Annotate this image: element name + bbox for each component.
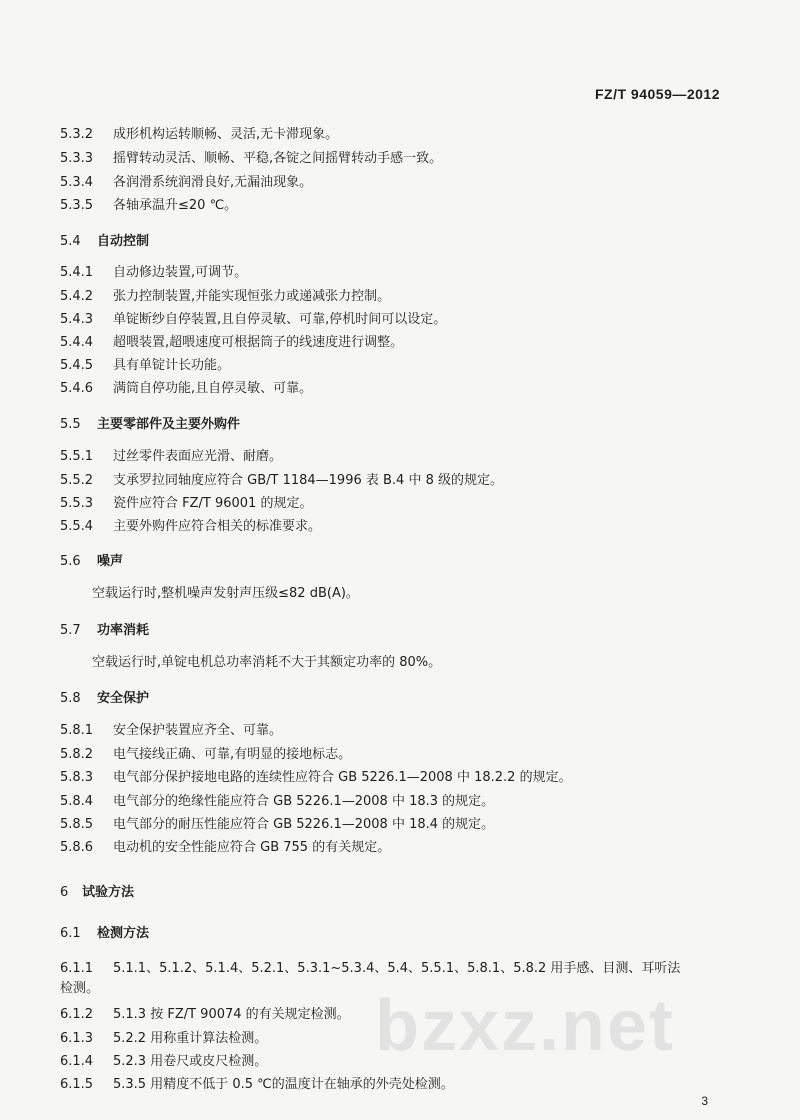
clause-text: 5.1.1、5.1.2、5.1.4、5.2.1、5.3.1~5.3.4、5.4、5.5.1、5.8.1、5.8.2 用手感、目测、耳听法 (113, 961, 681, 976)
clause-text: 各轴承温升≤20 ℃。 (113, 198, 238, 213)
clause-number: 5.8.1 (60, 723, 94, 738)
clause-5-8-6 (60, 839, 740, 857)
heading-5-6 (60, 553, 740, 571)
heading-number: 5.6 (60, 554, 81, 569)
site-watermark: bzxz.net (375, 986, 676, 1066)
clause-5-8-5 (60, 816, 740, 834)
clause-text: 主要外购件应符合相关的标准要求。 (113, 519, 322, 534)
clause-number: 5.4.3 (60, 312, 94, 327)
clause-number: 5.5.4 (60, 519, 94, 534)
clause-5-8-3 (60, 769, 740, 787)
page-number: 3 (701, 1094, 708, 1108)
clause-text: 具有单锭计长功能。 (113, 358, 231, 373)
clause-5-4-1 (60, 264, 740, 282)
heading-text: 噪声 (97, 554, 124, 569)
clause-text: 电气接线正确、可靠,有明显的接地标志。 (113, 747, 352, 762)
clause-text: 满筒自停功能,且自停灵敏、可靠。 (113, 381, 313, 396)
heading-text: 功率消耗 (97, 623, 150, 638)
clause-5-5-3 (60, 495, 740, 513)
clause-text: 电气部分的绝缘性能应符合 GB 5226.1—2008 中 18.3 的规定。 (113, 794, 495, 809)
clause-5-4-3 (60, 311, 740, 329)
clause-text: 5.3.5 用精度不低于 0.5 ℃的温度计在轴承的外壳处检测。 (113, 1077, 454, 1092)
clause-text: 摇臂转动灵活、顺畅、平稳,各锭之间摇臂转动手感一致。 (113, 151, 443, 166)
clause-text-continuation: 检测。 (60, 981, 100, 996)
clause-number: 5.4.6 (60, 381, 94, 396)
clause-text: 支承罗拉同轴度应符合 GB/T 1184—1996 表 B.4 中 8 级的规定。 (113, 473, 504, 488)
clause-5-3-4 (60, 174, 740, 192)
clause-text: 超喂装置,超喂速度可根据筒子的线速度进行调整。 (113, 335, 404, 350)
clause-5-3-5 (60, 197, 740, 215)
clause-5-8-1 (60, 722, 740, 740)
clause-text: 自动修边装置,可调节。 (113, 265, 248, 280)
clause-5-5-2 (60, 472, 740, 490)
clause-5-4-6 (60, 380, 740, 398)
clause-text: 过丝零件表面应光滑、耐磨。 (113, 449, 283, 464)
heading-5-7 (60, 622, 740, 640)
clause-text: 电气部分的耐压性能应符合 GB 5226.1—2008 中 18.4 的规定。 (113, 817, 495, 832)
clause-number: 5.3.3 (60, 151, 94, 166)
clause-number: 5.8.4 (60, 794, 94, 809)
section-number: 6 (60, 885, 69, 900)
heading-5-4 (60, 233, 740, 251)
clause-number: 6.1.3 (60, 1031, 94, 1046)
clause-text: 5.2.2 用称重计算法检测。 (113, 1031, 268, 1046)
clause-text: 安全保护装置应齐全、可靠。 (113, 723, 283, 738)
clause-number: 5.4.4 (60, 335, 94, 350)
clause-number: 5.8.6 (60, 840, 94, 855)
clause-number: 6.1.1 (60, 961, 94, 976)
clause-number: 5.5.1 (60, 449, 94, 464)
heading-number: 6.1 (60, 926, 81, 941)
noise-paragraph: 空载运行时,整机噪声发射声压级≤82 dB(A)。 (92, 586, 359, 601)
standard-number-header: FZ/T 94059—2012 (594, 86, 720, 102)
clause-number: 5.4.2 (60, 289, 94, 304)
clause-text: 各润滑系统润滑良好,无漏油现象。 (113, 175, 313, 190)
heading-text: 主要零部件及主要外购件 (97, 417, 241, 432)
clause-number: 5.4.5 (60, 358, 94, 373)
clause-text: 瓷件应符合 FZ/T 96001 的规定。 (113, 496, 313, 511)
clause-number: 5.8.3 (60, 770, 94, 785)
clause-number: 5.3.5 (60, 198, 94, 213)
clause-number: 6.1.4 (60, 1054, 94, 1069)
clause-text: 单锭断纱自停装置,且自停灵敏、可靠,停机时间可以设定。 (113, 312, 447, 327)
heading-5-8 (60, 690, 740, 708)
heading-number: 5.4 (60, 234, 81, 249)
clause-5-8-4 (60, 793, 740, 811)
clause-number: 6.1.5 (60, 1077, 94, 1092)
section-6-title (60, 884, 740, 902)
heading-text: 检测方法 (97, 926, 150, 941)
heading-5-5 (60, 416, 740, 434)
section-text: 试验方法 (82, 885, 135, 900)
clause-number: 5.5.3 (60, 496, 94, 511)
clause-number: 5.4.1 (60, 265, 94, 280)
clause-5-5-1 (60, 448, 740, 466)
clause-5-4-2 (60, 288, 740, 306)
heading-number: 5.5 (60, 417, 81, 432)
heading-number: 5.7 (60, 623, 81, 638)
clause-6-1-5 (60, 1076, 740, 1094)
clause-5-4-4 (60, 334, 740, 352)
clause-number: 5.8.5 (60, 817, 94, 832)
clause-number: 5.3.4 (60, 175, 94, 190)
clause-number: 5.3.2 (60, 127, 94, 142)
clause-text: 电气部分保护接地电路的连续性应符合 GB 5226.1—2008 中 18.2.2 的规定。 (113, 770, 572, 785)
clause-5-4-5 (60, 357, 740, 375)
clause-5-8-2 (60, 746, 740, 764)
clause-5-3-2 (60, 126, 740, 144)
clause-text: 张力控制装置,并能实现恒张力或递减张力控制。 (113, 289, 391, 304)
clause-number: 6.1.2 (60, 1007, 94, 1022)
clause-5-5-4 (60, 518, 740, 536)
clause-text: 5.2.3 用卷尺或皮尺检测。 (113, 1054, 268, 1069)
power-paragraph: 空载运行时,单锭电机总功率消耗不大于其额定功率的 80%。 (92, 655, 442, 670)
heading-text: 安全保护 (97, 691, 150, 706)
heading-6-1 (60, 925, 740, 943)
clause-text: 电动机的安全性能应符合 GB 755 的有关规定。 (113, 840, 391, 855)
clause-number: 5.8.2 (60, 747, 94, 762)
clause-text: 成形机构运转顺畅、灵活,无卡滞现象。 (113, 127, 339, 142)
clause-number: 5.5.2 (60, 473, 94, 488)
clause-text: 5.1.3 按 FZ/T 90074 的有关规定检测。 (113, 1007, 350, 1022)
clause-5-3-3 (60, 150, 740, 168)
heading-number: 5.8 (60, 691, 81, 706)
heading-text: 自动控制 (97, 234, 150, 249)
